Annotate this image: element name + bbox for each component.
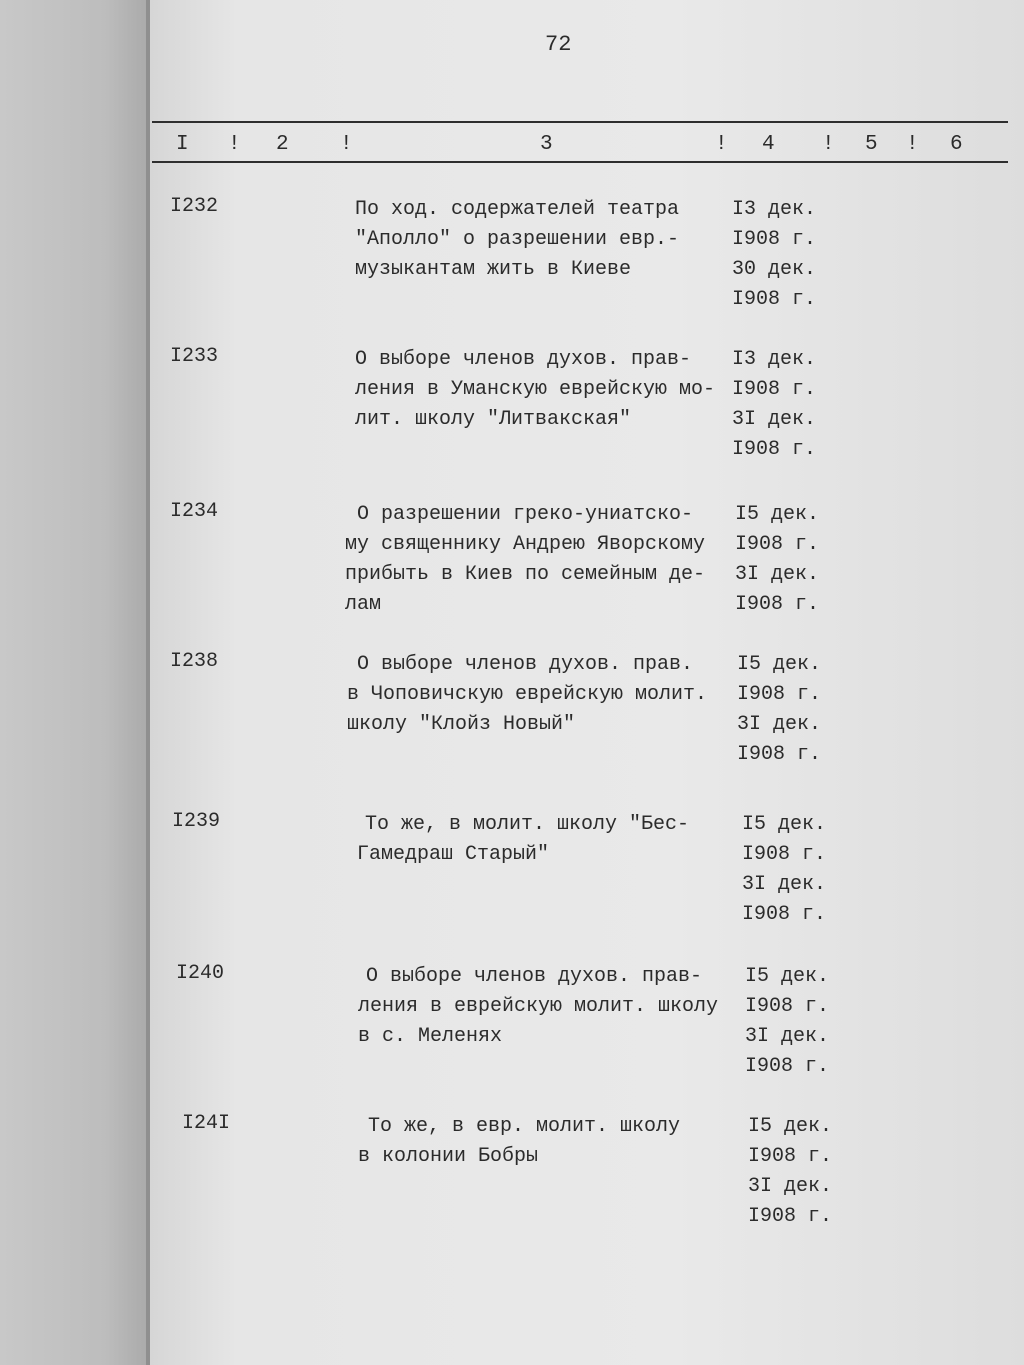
title-line: То же, в евр. молит. школу (368, 1115, 681, 1138)
end-year: I908 г. (732, 288, 817, 311)
title-line: лит. школу "Литвакская" (355, 408, 632, 431)
case-number: I24I (182, 1112, 231, 1135)
start-year: I908 г. (742, 843, 827, 866)
end-day: 3I дек. (742, 873, 827, 896)
start-day: I5 дек. (745, 965, 830, 988)
header-rule-bottom (152, 161, 1008, 163)
book-spine-shadow (0, 0, 150, 1365)
title-line: По ход. содержателей театра (355, 198, 680, 221)
title-line: ления в Уманскую еврейскую мо- (355, 378, 716, 401)
column-separator: ! (228, 133, 241, 156)
start-day: I5 дек. (748, 1115, 833, 1138)
end-year: I908 г. (745, 1055, 830, 1078)
column-separator: ! (822, 133, 835, 156)
column-header-3: 3 (540, 133, 553, 156)
title-line: О выборе членов духов. прав. (357, 653, 694, 676)
title-line: му священнику Андрею Яворскому (345, 533, 706, 556)
case-dates (732, 345, 816, 465)
column-separator: ! (906, 133, 919, 156)
end-year: I908 г. (737, 743, 822, 766)
case-number: I239 (172, 810, 221, 833)
case-title (347, 650, 707, 740)
case-dates (735, 500, 819, 620)
case-title (357, 810, 689, 870)
title-line: лам (345, 593, 382, 616)
case-dates (732, 195, 816, 315)
case-number: I232 (170, 195, 219, 218)
start-year: I908 г. (735, 533, 820, 556)
title-line: музыкантам жить в Киеве (355, 258, 632, 281)
start-day: I3 дек. (732, 198, 817, 221)
end-year: I908 г. (742, 903, 827, 926)
case-title (355, 345, 715, 435)
title-line: О выборе членов духов. прав- (366, 965, 703, 988)
end-day: 30 дек. (732, 258, 817, 281)
column-header-2: 2 (276, 133, 289, 156)
title-line: Гамедраш Старый" (357, 843, 550, 866)
case-title (355, 195, 679, 285)
title-line: в колонии Бобры (358, 1145, 539, 1168)
column-header-6: 6 (950, 133, 963, 156)
case-title (345, 500, 705, 620)
end-day: 3I дек. (745, 1025, 830, 1048)
title-line: То же, в молит. школу "Бес- (365, 813, 690, 836)
page-number: 72 (545, 32, 572, 57)
column-separator: ! (340, 133, 353, 156)
start-day: I3 дек. (732, 348, 817, 371)
start-year: I908 г. (737, 683, 822, 706)
case-title (358, 962, 718, 1052)
title-line: О выборе членов духов. прав- (355, 348, 692, 371)
column-header-4: 4 (762, 133, 775, 156)
title-line: прибыть в Киев по семейным де- (345, 563, 706, 586)
start-year: I908 г. (745, 995, 830, 1018)
start-day: I5 дек. (742, 813, 827, 836)
case-dates (742, 810, 826, 930)
case-number: I238 (170, 650, 219, 673)
start-day: I5 дек. (737, 653, 822, 676)
title-line: О разрешении греко-униатско- (357, 503, 694, 526)
case-dates (748, 1112, 832, 1232)
end-year: I908 г. (732, 438, 817, 461)
case-dates (737, 650, 821, 770)
column-header-1: I (176, 133, 189, 156)
column-header-5: 5 (865, 133, 878, 156)
case-number: I234 (170, 500, 219, 523)
start-year: I908 г. (732, 378, 817, 401)
title-line: школу "Клойз Новый" (347, 713, 576, 736)
start-year: I908 г. (732, 228, 817, 251)
start-year: I908 г. (748, 1145, 833, 1168)
end-day: 3I дек. (748, 1175, 833, 1198)
end-day: 3I дек. (732, 408, 817, 431)
end-day: 3I дек. (735, 563, 820, 586)
start-day: I5 дек. (735, 503, 820, 526)
end-day: 3I дек. (737, 713, 822, 736)
page-edge (146, 0, 150, 1365)
case-number: I233 (170, 345, 219, 368)
end-year: I908 г. (735, 593, 820, 616)
case-number: I240 (176, 962, 225, 985)
case-title (358, 1112, 680, 1172)
title-line: в с. Меленях (358, 1025, 503, 1048)
case-dates (745, 962, 829, 1082)
end-year: I908 г. (748, 1205, 833, 1228)
title-line: "Аполло" о разрешении евр.- (355, 228, 680, 251)
column-separator: ! (715, 133, 728, 156)
header-rule-top (152, 121, 1008, 123)
title-line: ления в еврейскую молит. школу (358, 995, 719, 1018)
title-line: в Чоповичскую еврейскую молит. (347, 683, 708, 706)
